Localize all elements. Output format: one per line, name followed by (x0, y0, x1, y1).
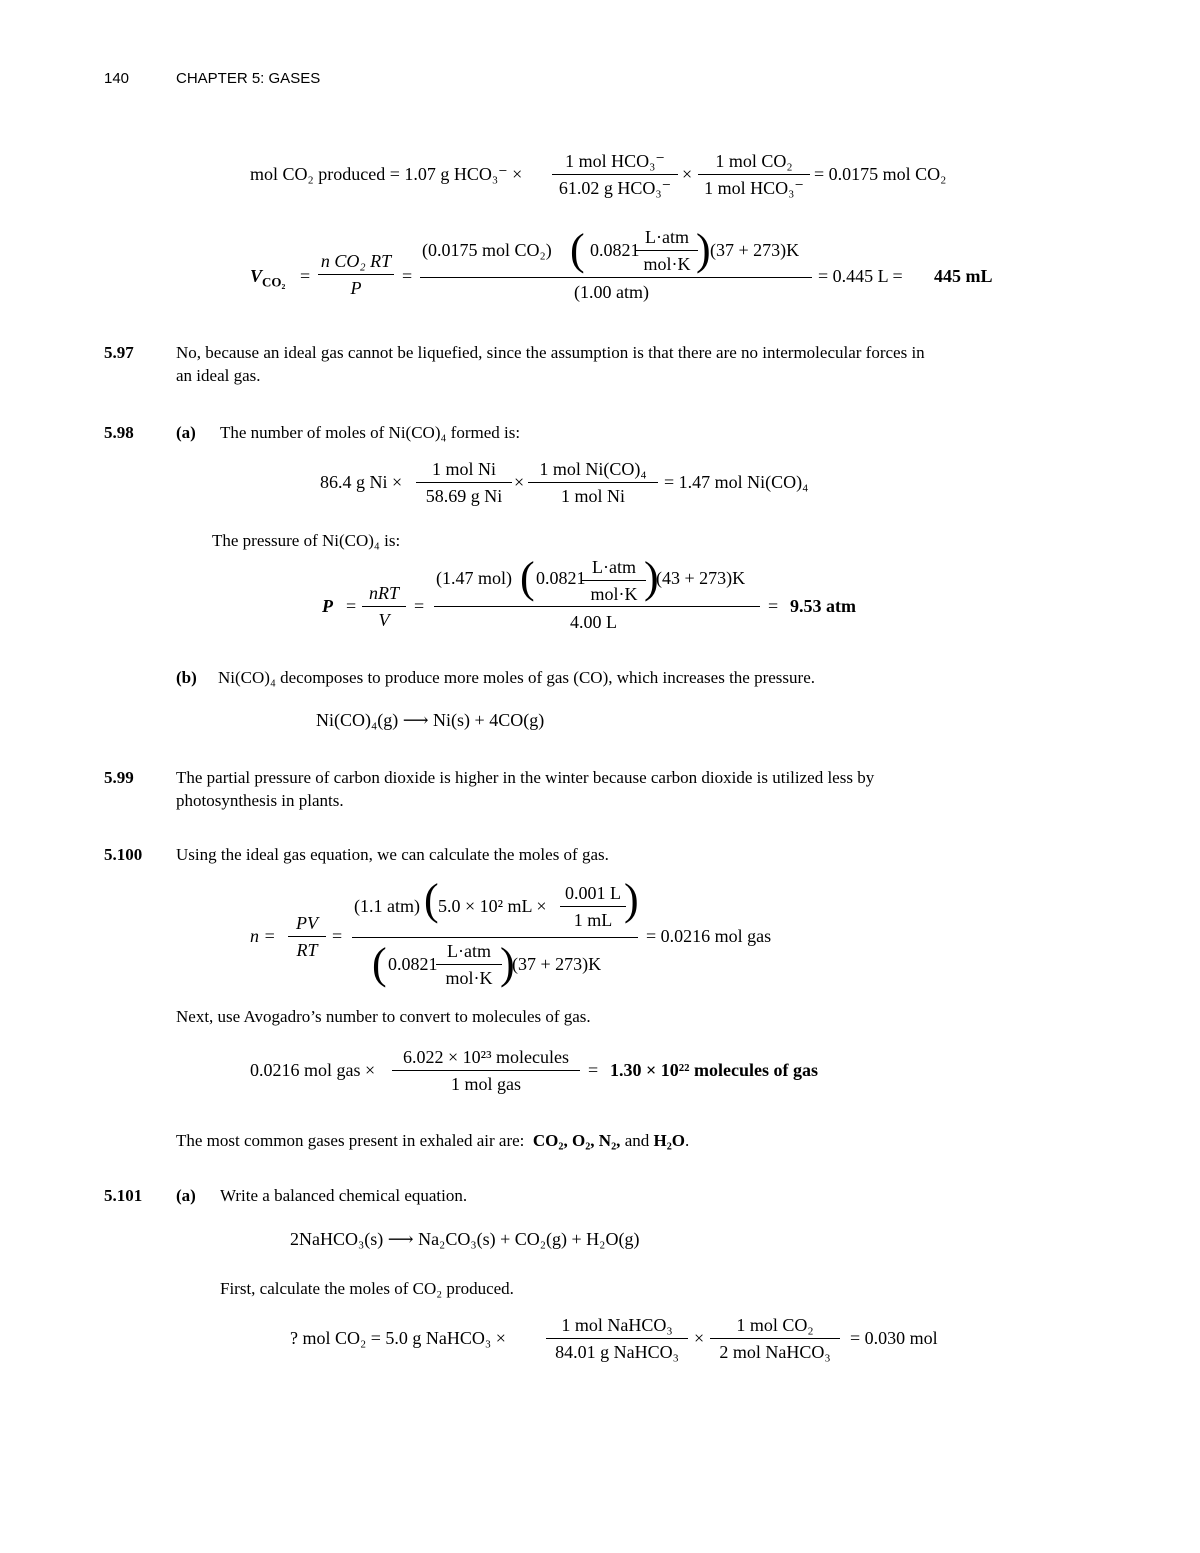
p598-reaction: Ni(CO)₄(g) ⟶ Ni(s) + 4CO(g) (316, 710, 545, 730)
p599-line1: The partial pressure of carbon dioxide is higher in the winter because carbon dioxide is utilized less by (176, 768, 875, 787)
p597-line2: an ideal gas. (176, 366, 261, 385)
p5100-exhaled-and: and (624, 1131, 650, 1150)
eq1-result: = 0.0175 mol CO₂ (814, 164, 947, 184)
p598-intro: The number of moles of Ni(CO)₄ formed is: (220, 423, 521, 442)
p599-line2: photosynthesis in plants. (176, 791, 344, 810)
p5100-avogadro-lhs: 0.0216 mol gas × (250, 1060, 376, 1080)
eq1-times: × (682, 164, 693, 184)
problem-label-5-99: 5.99 (104, 768, 134, 787)
p598-pressure-lhs: P (322, 596, 333, 616)
eq1-fraction-2 (698, 150, 810, 199)
p598-pressure-f1 (362, 582, 406, 631)
p598-pressure-inner-fraction (582, 556, 646, 605)
p598-paren-close: ) (644, 553, 659, 602)
p597-line1: No, because an ideal gas cannot be liquefied, since the assumption is that there are no intermolecular forces in (176, 343, 925, 362)
eq2-inner-fraction (636, 226, 698, 275)
eq2-lhs: $V_{CO_2}$ (250, 266, 286, 290)
p5101-calc-times: × (694, 1328, 705, 1348)
p598-part-b-text: Ni(CO)₄ decomposes to produce more moles of gas (CO), which increases the pressure. (218, 668, 815, 687)
p5100-intro: Using the ideal gas equation, we can calculate the moles of gas. (176, 845, 609, 864)
problem-label-5-100: 5.100 (104, 845, 143, 864)
eq2-answer: 445 mL (934, 266, 993, 286)
p5100-n-f1-den: RT (296, 940, 318, 960)
eq2-num-a: (0.0175 mol CO₂) (422, 240, 552, 260)
p5101-calc-f1-den: 84.01 g NaHCO₃ (555, 1342, 679, 1362)
p5100-n-result: = 0.0216 mol gas (646, 926, 772, 946)
p5100-den-paren-open: ( (372, 939, 387, 988)
p5101-calc-f2-den: 2 mol NaHCO₃ (719, 1342, 831, 1362)
p598-part-b: (b) (176, 668, 197, 687)
p5100-exhaled-last: H₂O (653, 1131, 686, 1150)
p598-pressure-den: 4.00 L (570, 612, 617, 632)
eq2-den: (1.00 atm) (574, 282, 649, 302)
p5101-reaction: 2NaHCO₃(s) ⟶ Na₂CO₃(s) + CO₂(g) + H₂O(g) (290, 1229, 640, 1249)
p5101-part-a: (a) (176, 1186, 196, 1205)
p598-calc-f2 (528, 458, 658, 507)
p598-calc-lhs: 86.4 g Ni × (320, 472, 403, 492)
p5101-calc-f2 (710, 1314, 840, 1363)
p5100-exhaled-gases: CO₂, O₂, N₂, (532, 1131, 621, 1150)
p598-paren-open: ( (520, 553, 535, 602)
p5100-avogadro-num: 6.022 × 10²³ molecules (403, 1047, 569, 1067)
p598-calc-result: = 1.47 mol Ni(CO)₄ (664, 472, 809, 492)
p598-calc-f2-den: 1 mol Ni (560, 486, 625, 506)
p598-pressure-inner-num: L·atm (592, 557, 636, 577)
problem-label-5-97: 5.97 (104, 343, 134, 362)
p5100-exhaled-end: . (685, 1131, 690, 1150)
p5100-n-den-inner-den: mol·K (445, 968, 493, 988)
eq2-num-b: (37 + 273)K (710, 240, 800, 260)
p598-pressure-eq: = (346, 596, 357, 616)
eq1-f1-den: 61.02 g HCO₃⁻ (558, 178, 672, 198)
p5100-exhaled (176, 1131, 689, 1151)
p5100-n-num-b: 5.0 × 10² mL × (438, 896, 547, 916)
p598-pressure-num-b: (43 + 273)K (656, 568, 746, 588)
p598-pressure-f1-num: nRT (368, 583, 399, 603)
p5100-n-num-a: (1.1 atm) (354, 896, 420, 916)
eq2-paren-close: ) (696, 225, 711, 274)
p5101-calc-f2-num: 1 mol CO₂ (736, 1315, 814, 1335)
p598-pressure-rhs: = (768, 596, 779, 616)
p598-pressure-answer: 9.53 atm (790, 596, 856, 616)
eq1-fraction-1 (552, 150, 678, 199)
p5100-n-f1-num: PV (296, 913, 318, 933)
eq2-equals-2: = (402, 266, 413, 286)
p5100-n-small-fraction (560, 882, 626, 931)
eq2-f1-num: n CO₂ RT (320, 251, 392, 271)
eq1-f2-den: 1 mol HCO₃⁻ (704, 178, 804, 198)
p5101-calc-result: = 0.030 mol (850, 1328, 938, 1348)
eq2-fraction-1 (318, 250, 394, 299)
p598-pressure-bar (434, 606, 760, 607)
eq1-lhs: mol CO₂ produced = 1.07 g HCO₃⁻ × (250, 164, 523, 184)
p5100-n-den-b: (37 + 273)K (512, 954, 602, 974)
eq2-f1-den: P (350, 278, 362, 298)
page-number: 140 (104, 70, 130, 87)
p598-pressure-inner: 0.0821 (536, 568, 586, 588)
p5100-n-den-inner-num: L·atm (447, 941, 491, 961)
p598-calc-f2-num: 1 mol Ni(CO)₄ (539, 459, 647, 479)
p5101-calc-lhs: ? mol CO₂ = 5.0 g NaHCO₃ × (290, 1328, 506, 1348)
eq2-inner-num: L·atm (645, 227, 689, 247)
p598-calc-f1-num: 1 mol Ni (431, 459, 496, 479)
p598-part-a: (a) (176, 423, 196, 442)
p5100-n-lhs: n = (250, 926, 276, 946)
eq2-inner: 0.0821 (590, 240, 640, 260)
p598-pressure-inner-den: mol·K (590, 584, 638, 604)
p598-calc-f1-den: 58.69 g Ni (425, 486, 503, 506)
p5101-intro: Write a balanced chemical equation. (220, 1186, 468, 1205)
p598-pressure-num-a: (1.47 mol) (436, 568, 512, 588)
p598-pressure-eq2: = (414, 596, 425, 616)
p5100-exhaled-text: The most common gases present in exhaled air are: (176, 1131, 525, 1150)
p5100-n-small-den: 1 mL (573, 910, 613, 930)
p5100-n-main-bar (352, 937, 638, 938)
p5100-n-den-inner: 0.0821 (388, 954, 438, 974)
p5100-avogadro-fraction (392, 1046, 580, 1095)
eq2-main-bar (420, 277, 812, 278)
p5100-avogadro-den: 1 mol gas (451, 1074, 521, 1094)
p5100-n-small-num: 0.001 L (565, 883, 621, 903)
p5100-paren-close: ) (624, 875, 639, 924)
p598-pressure-intro: The pressure of Ni(CO)₄ is: (212, 531, 401, 550)
p5101-calc-f1-num: 1 mol NaHCO₃ (561, 1315, 673, 1335)
p5100-avogadro-eq: = (588, 1060, 599, 1080)
eq2-inner-den: mol·K (643, 254, 691, 274)
problem-label-5-98: 5.98 (104, 423, 134, 442)
p598-pressure-f1-den: V (378, 610, 390, 630)
p598-calc-times: × (514, 472, 525, 492)
p5100-paren-open: ( (424, 875, 439, 924)
p5100-avogadro-intro: Next, use Avogadro’s number to convert to molecules of gas. (176, 1007, 591, 1026)
p5100-n-f1 (288, 912, 326, 961)
p5100-avogadro-answer: 1.30 × 10²² molecules of gas (610, 1060, 819, 1080)
p5101-calc-f1 (546, 1314, 688, 1363)
eq1-f1-num: 1 mol HCO₃⁻ (565, 151, 665, 171)
running-header: CHAPTER 5: GASES (176, 70, 321, 87)
p5100-n-eq2: = (332, 926, 343, 946)
p5101-first: First, calculate the moles of CO₂ produced. (220, 1279, 514, 1298)
eq2-equals: = (300, 266, 311, 286)
eq2-result: = 0.445 L = (818, 266, 903, 286)
eq1-f2-num: 1 mol CO₂ (715, 151, 793, 171)
p598-calc-f1 (416, 458, 512, 507)
eq2-paren-open: ( (570, 225, 585, 274)
p5100-den-paren-close: ) (500, 939, 515, 988)
problem-label-5-101: 5.101 (104, 1186, 143, 1205)
p5100-n-den-inner-fraction (436, 940, 502, 989)
